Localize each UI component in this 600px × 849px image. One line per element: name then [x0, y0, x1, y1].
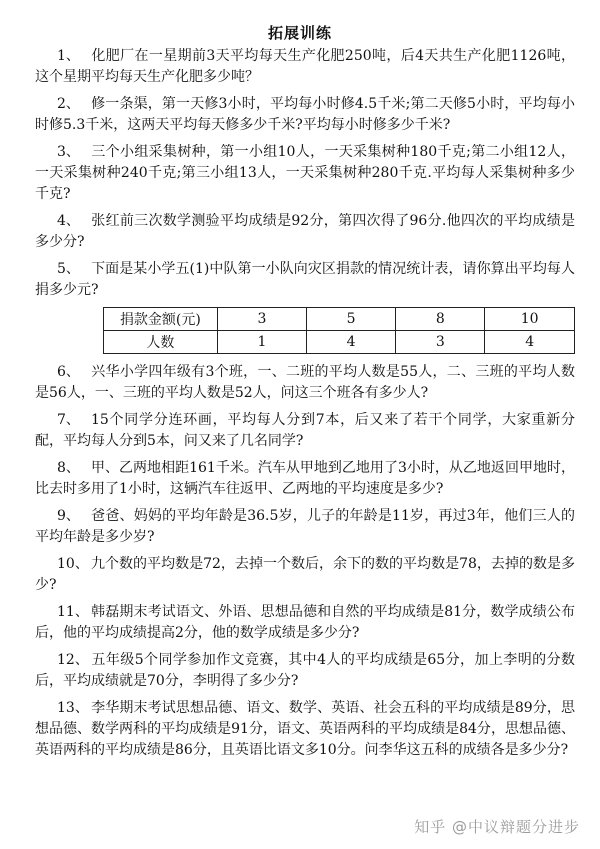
table-cell: 1: [217, 331, 306, 354]
table-cell: 8: [396, 308, 485, 331]
problem-text: 修一条渠，第一天修3小时，平均每小时修4.5千米;第二天修5小时，平均每小时修5.3千米，这两天平均每天修多少千米?平均每小时修多少千米?: [35, 96, 575, 133]
problem-number: 6、: [57, 364, 80, 380]
problem-text: 张红前三次数学测验平均成绩是92分，第四次得了96分.他四次的平均成绩是多少分?: [35, 213, 575, 250]
problem-7: [35, 410, 575, 452]
problem-9: [35, 506, 575, 548]
table-cell: 4: [485, 331, 575, 354]
problem-number: 8、: [57, 460, 80, 476]
problem-text: 三个小组采集树种，第一小组10人，一天采集树种180千克;第二小组12人，一天采集树种240千克;第三小组13人，一天采集树种280千克.平均每人采集树种多少千克?: [35, 144, 575, 202]
table-header-cell: 捐款金额(元): [104, 308, 218, 331]
problem-12: [35, 650, 575, 692]
problem-text: 化肥厂在一星期前3天平均每天生产化肥250吨，后4天共生产化肥1126吨，这个星期平均每天生产化肥多少吨？: [35, 48, 575, 85]
problem-list: [35, 46, 575, 767]
problem-13: [35, 698, 575, 761]
problem-text: 韩磊期末考试语文、外语、思想品德和自然的平均成绩是81分，数学成绩公布后，他的平均成绩提高2分，他的数学成绩是多少分?: [35, 604, 575, 641]
problem-text: 下面是某小学五(1)中队第一小队向灾区捐款的情况统计表，请你算出平均每人捐多少元?: [35, 261, 575, 298]
problem-number: 1、: [57, 48, 80, 64]
table-cell: 3: [396, 331, 485, 354]
problem-3: [35, 142, 575, 205]
problem-number: 2、: [57, 96, 80, 112]
problem-text: 李华期末考试思想品德、语文、数学、英语、社会五科的平均成绩是89分，思想品德、数学两科的平均成绩是91分，语文、英语两科的平均成绩是84分，思想品德、英语两科的平均成绩是86分，且英语比语文多10分。问李华这五科的成绩各是多少分?: [35, 700, 575, 758]
problem-text: 五年级5个同学参加作文竞赛，其中4人的平均成绩是65分，加上李明的分数后，平均成绩就是70分，李明得了多少分?: [35, 652, 575, 689]
table-row: [104, 331, 575, 354]
problem-2: [35, 94, 575, 136]
problem-text: 爸爸、妈妈的平均年龄是36.5岁，儿子的年龄是11岁，再过3年，他们三人的平均年龄是多少岁?: [35, 508, 575, 545]
problem-number: 10、: [57, 556, 89, 572]
problem-number: 12、: [57, 652, 89, 668]
problem-text: 甲、乙两地相距161千米。汽车从甲地到乙地用了3小时，从乙地返回甲地时，比去时多用了1小时，这辆汽车往返甲、乙两地的平均速度是多少?: [35, 460, 575, 497]
problem-5: [35, 259, 575, 301]
table-row: [104, 308, 575, 331]
table-cell: 5: [307, 308, 396, 331]
problem-number: 4、: [57, 213, 80, 229]
problem-text: 兴华小学四年级有3个班，一、二班的平均人数是55人，二、三班的平均人数是56人，一、三班的平均人数是52人，问这三个班各有多少人?: [35, 364, 575, 401]
problem-number: 13、: [57, 700, 89, 716]
problem-number: 3、: [57, 144, 80, 160]
problem-10: [35, 554, 575, 596]
problem-text: 九个数的平均数是72，去掉一个数后，余下的数的平均数是78，去掉的数是多少?: [35, 556, 575, 593]
problem-number: 5、: [57, 261, 80, 277]
problem-8: [35, 458, 575, 500]
watermark: 知乎 @中议辩题分进步: [414, 818, 580, 836]
problem-number: 7、: [57, 412, 80, 428]
problem-1: [35, 46, 575, 88]
problem-4: [35, 211, 575, 253]
table-cell: 4: [307, 331, 396, 354]
table-cell: 3: [217, 308, 306, 331]
table-header-cell: 人数: [104, 331, 218, 354]
problem-number: 9、: [57, 508, 80, 524]
donation-table: [103, 307, 575, 354]
problem-text: 15个同学分连环画，平均每人分到7本，后又来了若干个同学，大家重新分配，平均每人分到5本，问又来了几名同学?: [35, 412, 575, 449]
page-title: 拓展训练: [267, 24, 332, 42]
problem-number: 11、: [57, 604, 89, 620]
problem-11: [35, 602, 575, 644]
problem-6: [35, 362, 575, 404]
table-cell: 10: [485, 308, 575, 331]
